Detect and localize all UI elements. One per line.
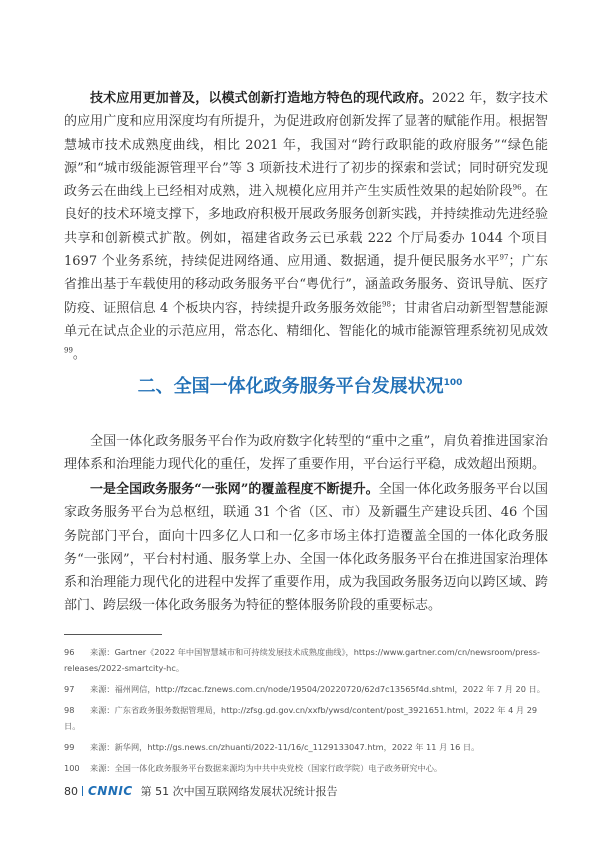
- paragraph-text: 全国一体化政务服务平台作为政府数字化转型的“重中之重”，肩负着推进国家治理体系和治理能力现代化的重任，发挥了重要作用，平台运行平稳，成效超出预期。: [64, 434, 548, 473]
- footnote-divider: [64, 634, 162, 635]
- footnote-ref-96[interactable]: 96: [512, 183, 522, 192]
- paragraph-lead: 技术应用更加普及，以模式创新打造地方特色的现代政府。: [90, 91, 432, 106]
- footnote-number: 97: [64, 684, 75, 694]
- footnote-number: 99: [64, 742, 75, 752]
- footnote-text: 来源：广东省政务服务数据管理局，http://zfsg.gd.gov.cn/xxfb/ywsd/content/post_3921651.html，2022 年 4 月 29 日。: [64, 705, 538, 731]
- footnote-text: 来源：全国一体化政务服务平台数据来源均为中共中央党校（国家行政学院）电子政务研究中心。: [90, 763, 443, 773]
- footnote-ref-98[interactable]: 98: [381, 300, 391, 309]
- paragraph-tech-application: [64, 87, 548, 367]
- section-heading: [0, 372, 600, 398]
- footnote-item: [64, 760, 548, 776]
- page-number: 80: [64, 784, 78, 798]
- page-footer: [64, 783, 338, 799]
- footnote-text: 来源：Gartner《2022 年中国智慧城市和可持续发展技术成熟度曲线》，https://www.gartner.com/cn/newsroom/press-releases/2022-smartcity-hc。: [64, 647, 540, 673]
- paragraph-one-network: [64, 478, 548, 618]
- footnote-number: 100: [64, 763, 80, 773]
- section-title-text: 二、全国一体化政务服务平台发展状况: [137, 376, 444, 397]
- footnote-ref-97[interactable]: 97: [499, 253, 509, 262]
- footnote-item: [64, 702, 548, 734]
- footnote-ref-100[interactable]: 100: [443, 378, 463, 388]
- footnote-ref-99[interactable]: 99: [64, 346, 73, 355]
- footnote-text: 来源：新华网，http://gs.news.cn/zhuanti/2022-11/16/c_1129133047.htm，2022 年 11 月 16 日。: [90, 742, 480, 752]
- footnote-number: 96: [64, 647, 75, 657]
- report-title: 第 51 次中国互联网络发展状况统计报告: [140, 785, 338, 798]
- footnote-item: [64, 644, 548, 676]
- cnnic-logo: CNNIC: [88, 784, 133, 798]
- paragraph-text: 。在良好的技术环境支撑下，多地政府积极开展政务服务创新实践，并持续推动先进经验共享和创新模式扩散。例如，福建省政务云已承载 222 个厅局委办 1044 个项目 1697 个业务系统，持续促进网络通、应用通、数据通，提升便民服务水平: [64, 184, 548, 270]
- paragraph-text: 全国一体化政务服务平台以国家政务服务平台为总枢纽，联通 31 个省（区、市）及新疆生产建设兵团、46 个国务院部门平台，面向十四多亿人口和一亿多市场主体打造覆盖全国的一体化政务服务“一张网”，平台村村通、服务掌上办、全国一体化政务服务平台在推进国家治理体系和治理能力现代化的进程中发挥了重要作用，成为我国政务服务迈向以跨区域、跨部门、跨层级一体化政务服务为特征的整体服务阶段的重要标志。: [64, 482, 548, 614]
- paragraph-text: ；广东省推出基于车载使用的移动政务服务平台“粤优行”，涵盖政务服务、资讯导航、医疗防疫、证照信息 4 个板块内容，持续提升政务服务效能: [64, 254, 548, 316]
- paragraph-platform-intro: [64, 430, 548, 477]
- paragraph-text: 2022 年，数字技术的应用广度和应用深度均有所提升，为促进政府创新发挥了显著的赋能作用。根据智慧城市技术成熟度曲线，相比 2021 年，我国对“跨行政职能的政府服务”“绿色能源”和“城市级能源管理平台”等 3 项新技术进行了初步的探索和尝试；同时研究发现政务云在曲线上已经相对成熟，进入规模化应用并产生实质性效果的起始阶段: [64, 91, 548, 200]
- footer-divider: [82, 786, 83, 796]
- paragraph-lead: 一是全国政务服务“一张网”的覆盖程度不断提升。: [90, 482, 379, 497]
- paragraph-text: 。: [72, 347, 86, 363]
- footnote-text: 来源：福州网信，http://fzcac.fznews.com.cn/node/19504/20220720/62d7c13565f4d.shtml，2022 年 7 月 20 日。: [90, 684, 545, 694]
- footnote-number: 98: [64, 705, 75, 715]
- footnote-item: [64, 739, 548, 755]
- paragraph-text: ；甘肃省启动新型智慧能源单元在试点企业的示范应用，常态化、精细化、智能化的城市能源管理系统初见成效: [64, 300, 548, 339]
- footnote-item: [64, 681, 548, 697]
- footnote-list: [64, 644, 548, 781]
